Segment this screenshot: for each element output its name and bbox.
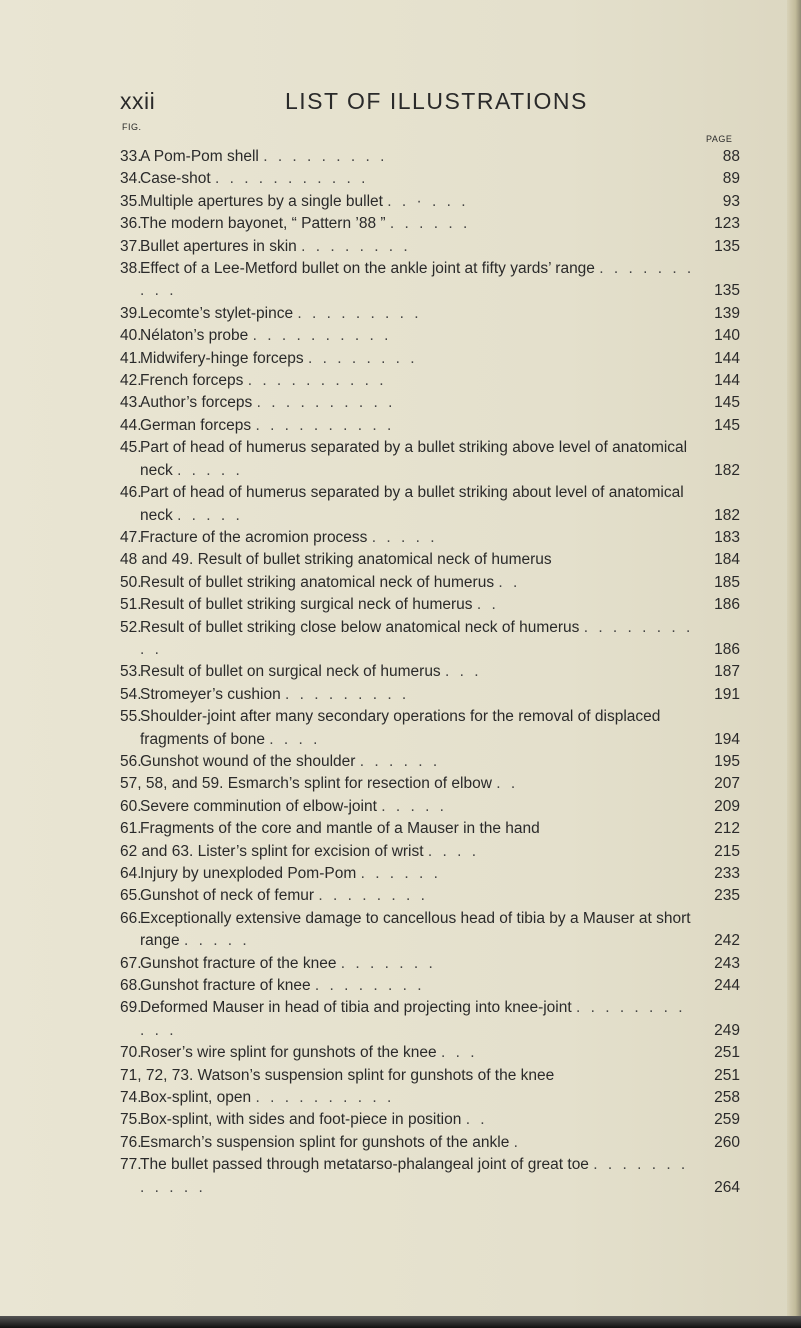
entry-body: [140, 527, 740, 549]
dot-leader: . . . . . .: [389, 215, 471, 233]
entry-body: [140, 1087, 740, 1109]
dot-leader: . .: [498, 573, 521, 591]
dot-leader: . . . . . . . . . .: [140, 618, 694, 658]
figure-number: 43.: [120, 394, 142, 412]
list-item: [120, 841, 740, 863]
page-number: 186: [714, 596, 740, 614]
page-title: LIST OF ILLUSTRATIONS: [285, 88, 588, 114]
list-item: [120, 1042, 740, 1064]
dot-leader: . . . . . . . .: [308, 349, 418, 367]
page-number: 251: [714, 1066, 740, 1084]
list-item: [120, 168, 740, 190]
entry-body: [140, 684, 740, 706]
list-item: [120, 303, 740, 325]
figure-number: 66.: [120, 909, 142, 927]
list-item: [120, 684, 740, 706]
figure-title: Box-splint, open: [140, 1089, 252, 1107]
page-number: 135: [714, 237, 740, 255]
figure-number: 75.: [120, 1111, 142, 1129]
list-item: [120, 885, 740, 907]
figure-number: 45.: [120, 439, 142, 457]
figure-number: 44.: [120, 416, 142, 434]
dot-leader: . . . . . . . . .: [297, 304, 422, 322]
dot-leader: . . . . . . . . . . .: [214, 170, 369, 188]
figure-number: 37.: [120, 237, 142, 255]
figure-number: 34.: [120, 170, 142, 188]
dot-leader: . .: [476, 596, 499, 614]
page-number: 191: [714, 685, 740, 703]
figure-title: Midwifery-hinge forceps: [140, 349, 304, 367]
page-number: 251: [714, 1044, 740, 1062]
entry-body: [140, 572, 740, 594]
page-number: 244: [714, 977, 740, 995]
figure-number: 67.: [120, 954, 142, 972]
entry-body: [140, 168, 740, 190]
figure-number: 64.: [120, 865, 142, 882]
entry-body: [140, 415, 740, 437]
entry-body: [140, 908, 740, 953]
figure-title: Fracture of the acromion process: [140, 528, 368, 546]
figure-title: Effect of a Lee-Metford bullet on the ankle joint at fifty yards’ range: [140, 260, 595, 278]
figure-title: Lecomte’s stylet-pince: [140, 304, 294, 322]
dot-leader: . . . . . . .: [340, 954, 436, 972]
figure-title: Result of bullet striking close below anatomical neck of humerus: [140, 618, 580, 636]
dot-leader: . . . . . . . .: [301, 237, 411, 255]
page-number: 235: [714, 887, 740, 905]
figure-title: Gunshot fracture of knee: [140, 977, 311, 995]
dot-leader: . . . . .: [183, 932, 250, 950]
dot-leader: . . . . . . . .: [318, 887, 428, 905]
figure-title: Author’s forceps: [140, 394, 253, 412]
figure-title: Part of head of humerus separated by a bullet striking about level of anatomical neck: [140, 484, 684, 524]
figure-title: Case-shot: [140, 170, 211, 188]
list-item: [120, 796, 740, 818]
page-folio: xxii: [120, 88, 156, 114]
dot-leader: . . . . . . . . .: [263, 148, 388, 165]
figure-number: 50.: [120, 573, 142, 591]
page-number: 183: [714, 528, 740, 546]
list-item: [120, 997, 740, 1042]
figure-title: Fragments of the core and mantle of a Mauser in the hand: [140, 820, 540, 838]
page-number: 264: [714, 1178, 740, 1196]
dot-leader: . . . . . . . .: [314, 977, 425, 995]
entry-body: [140, 1132, 740, 1154]
entry-body: [140, 146, 740, 168]
figure-title: Exceptionally extensive damage to cancellous head of tibia by a Mauser at short range: [140, 909, 691, 950]
figure-title: Deformed Mauser in head of tibia and projecting into knee-joint: [140, 999, 572, 1017]
list-item: [120, 1154, 740, 1199]
entry-body: [140, 370, 740, 392]
page-number: 243: [714, 954, 740, 972]
list-item: [120, 661, 740, 683]
bottom-rule: [0, 1316, 801, 1328]
page-number: 140: [714, 327, 740, 345]
list-item: [120, 863, 740, 885]
figure-number: 52.: [120, 618, 142, 636]
figure-title: 48 and 49. Result of bullet striking anatomical neck of humerus: [120, 551, 552, 569]
figure-title: Severe comminution of elbow-joint: [140, 797, 377, 815]
figure-number: 69.: [120, 999, 142, 1017]
page-number: 212: [714, 820, 740, 838]
list-item: [120, 549, 740, 571]
list-item: [120, 908, 740, 953]
figure-title: Part of head of humerus separated by a bullet striking above level of anatomical neck: [140, 439, 688, 479]
page-number: 89: [722, 170, 740, 188]
figure-number: 35.: [120, 192, 142, 210]
entry-body: [140, 594, 740, 616]
dot-leader: . . . . . . . . . .: [252, 327, 392, 345]
list-item: [120, 975, 740, 997]
page-number: 182: [714, 506, 740, 524]
figure-title: Result of bullet striking anatomical neck of humerus: [140, 573, 495, 591]
entry-body: [140, 1109, 740, 1131]
entry-body: [140, 953, 740, 975]
dot-leader: . . . . . . . . . .: [256, 394, 396, 412]
entry-body: [140, 1154, 740, 1199]
page-number: 187: [714, 663, 740, 681]
list-item: [120, 370, 740, 392]
page-number: 139: [714, 304, 740, 322]
page-edge: [787, 0, 801, 1328]
list-item: [120, 348, 740, 370]
entry-body: [140, 796, 740, 818]
page-number: 145: [714, 394, 740, 412]
page-number: 144: [714, 372, 740, 390]
entry-body: [120, 1065, 740, 1087]
dot-leader: . .: [496, 775, 519, 793]
figure-number: 39.: [120, 304, 142, 322]
entry-body: [140, 863, 740, 885]
page-number: 195: [714, 752, 740, 770]
list-item: [120, 1109, 740, 1131]
dot-leader: . . . . . .: [360, 865, 441, 882]
entry-body: [140, 213, 740, 235]
figure-title: German forceps: [140, 416, 252, 434]
list-item: [120, 236, 740, 258]
figure-title: Result of bullet striking surgical neck of humerus: [140, 596, 473, 614]
illustration-list: [120, 146, 740, 1199]
dot-leader: . . . .: [269, 730, 321, 748]
page-number: 249: [714, 1021, 740, 1039]
figure-number: 56.: [120, 752, 142, 770]
dot-leader: . . . . . . . . . . . .: [140, 1156, 689, 1196]
figure-title: A Pom-Pom shell: [140, 148, 259, 165]
dot-leader: . . . . .: [177, 461, 243, 479]
page-number: 207: [714, 775, 740, 793]
dot-leader: . . . . . .: [359, 752, 441, 770]
entry-body: [140, 751, 740, 773]
figure-title: Result of bullet on surgical neck of humerus: [140, 663, 441, 681]
entry-body: [140, 392, 740, 414]
entry-body: [140, 348, 740, 370]
entry-body: [140, 661, 740, 683]
entry-body: [120, 841, 740, 863]
dot-leader: . .: [465, 1111, 488, 1129]
dot-leader: . . . . . . . . . .: [140, 260, 695, 300]
list-item: [120, 751, 740, 773]
page-number: 123: [714, 215, 740, 233]
list-item: [120, 527, 740, 549]
list-item: [120, 1087, 740, 1109]
list-item: [120, 325, 740, 347]
list-item: [120, 191, 740, 213]
entry-body: [120, 773, 740, 795]
figure-title: Shoulder-joint after many secondary operations for the removal of displaced fragments of bone: [140, 708, 661, 748]
page-number: 144: [714, 349, 740, 367]
page-number: 145: [714, 416, 740, 434]
figure-title: Bullet apertures in skin: [140, 237, 297, 255]
figure-number: 38.: [120, 260, 142, 278]
page-column-label: PAGE: [706, 134, 733, 144]
list-item: [120, 953, 740, 975]
figure-title: The modern bayonet, “ Pattern ’88 ”: [140, 215, 386, 233]
list-item: [120, 818, 740, 840]
entry-body: [140, 818, 740, 840]
list-item: [120, 437, 740, 482]
page-number: 233: [714, 865, 740, 882]
dot-leader: . . .: [440, 1044, 478, 1062]
dot-leader: . . . . . . . . . .: [255, 416, 395, 434]
list-item: [120, 1065, 740, 1087]
list-item: [120, 146, 740, 168]
figure-number: 61.: [120, 820, 142, 838]
entry-body: [140, 706, 740, 751]
figure-number: 77.: [120, 1156, 142, 1174]
figure-title: Gunshot fracture of the knee: [140, 954, 337, 972]
figure-title: 62 and 63. Lister’s splint for excision of wrist: [120, 842, 424, 860]
figure-title: 71, 72, 73. Watson’s suspension splint for gunshots of the knee: [120, 1066, 555, 1084]
page-number: 184: [714, 551, 740, 569]
figure-number: 54.: [120, 685, 142, 703]
entry-body: [140, 303, 740, 325]
figure-title: Roser’s wire splint for gunshots of the knee: [140, 1044, 437, 1062]
entry-body: [140, 885, 740, 907]
list-item: [120, 706, 740, 751]
figure-number: 60.: [120, 797, 142, 815]
entry-body: [120, 549, 740, 571]
page-header: [120, 88, 740, 118]
list-item: [120, 1132, 740, 1154]
page-number: 209: [714, 797, 740, 815]
dot-leader: . . . . . . . . . .: [247, 372, 387, 390]
figure-number: 40.: [120, 327, 142, 345]
dot-leader: . . · . . .: [387, 192, 469, 210]
figure-title: Box-splint, with sides and foot-piece in position: [140, 1111, 462, 1129]
figure-number: 41.: [120, 349, 142, 367]
fig-column-label: FIG.: [122, 122, 142, 132]
dot-leader: . . . . .: [381, 797, 447, 815]
page-number: 194: [714, 730, 740, 748]
page-number: 186: [714, 640, 740, 658]
entry-body: [140, 482, 740, 527]
list-item: [120, 572, 740, 594]
page-number: 215: [714, 842, 740, 860]
figure-number: 68.: [120, 977, 142, 995]
entry-body: [140, 617, 740, 662]
figure-title: Injury by unexploded Pom-Pom: [140, 865, 357, 882]
figure-number: 46.: [120, 484, 142, 502]
list-item: [120, 482, 740, 527]
figure-title: Nélaton’s probe: [140, 327, 249, 345]
page-number: 260: [714, 1133, 740, 1151]
figure-number: 55.: [120, 708, 142, 726]
page-number: 182: [714, 461, 740, 479]
figure-title: Gunshot of neck of femur: [140, 887, 315, 905]
dot-leader: . . .: [445, 663, 482, 681]
figure-title: Stromeyer’s cushion: [140, 685, 281, 703]
list-item: [120, 415, 740, 437]
list-item: [120, 773, 740, 795]
entry-body: [140, 258, 740, 303]
entry-body: [140, 325, 740, 347]
page-number: 258: [714, 1089, 740, 1107]
list-item: [120, 594, 740, 616]
dot-leader: . . . . . . . . . .: [255, 1089, 395, 1107]
page-number: 259: [714, 1111, 740, 1129]
entry-body: [140, 997, 740, 1042]
page-number: 135: [714, 282, 740, 300]
dot-leader: . . . . .: [177, 506, 243, 524]
figure-title: Gunshot wound of the shoulder: [140, 752, 356, 770]
dot-leader: . . . . . . . . .: [285, 685, 410, 703]
page-number: 185: [714, 573, 740, 591]
figure-number: 74.: [120, 1089, 142, 1107]
figure-title: Multiple apertures by a single bullet: [140, 192, 383, 210]
entry-body: [140, 1042, 740, 1064]
page-number: 242: [714, 932, 740, 950]
page-number: 88: [722, 148, 740, 165]
entry-body: [140, 437, 740, 482]
entry-body: [140, 975, 740, 997]
figure-number: 42.: [120, 372, 142, 390]
figure-title: 57, 58, and 59. Esmarch’s splint for resection of elbow: [120, 775, 492, 793]
dot-leader: . . . .: [427, 842, 480, 860]
dot-leader: . . . . . . . . . . .: [140, 999, 686, 1039]
figure-number: 36.: [120, 215, 142, 233]
figure-number: 53.: [120, 663, 142, 681]
entry-body: [140, 236, 740, 258]
figure-title: Esmarch’s suspension splint for gunshots of the ankle: [140, 1133, 510, 1151]
entry-body: [140, 191, 740, 213]
list-item: [120, 258, 740, 303]
figure-number: 65.: [120, 887, 142, 905]
figure-title: French forceps: [140, 372, 244, 390]
figure-number: 51.: [120, 596, 142, 614]
figure-number: 47.: [120, 528, 142, 546]
list-item: [120, 213, 740, 235]
dot-leader: . . . . .: [371, 528, 438, 546]
list-item: [120, 392, 740, 414]
page-number: 93: [722, 192, 740, 210]
figure-number: 76.: [120, 1133, 142, 1151]
figure-title: The bullet passed through metatarso-phalangeal joint of great toe: [140, 1156, 589, 1174]
figure-number: 33.: [120, 148, 142, 165]
figure-number: 70.: [120, 1044, 142, 1062]
list-item: [120, 617, 740, 662]
dot-leader: .: [513, 1133, 521, 1151]
